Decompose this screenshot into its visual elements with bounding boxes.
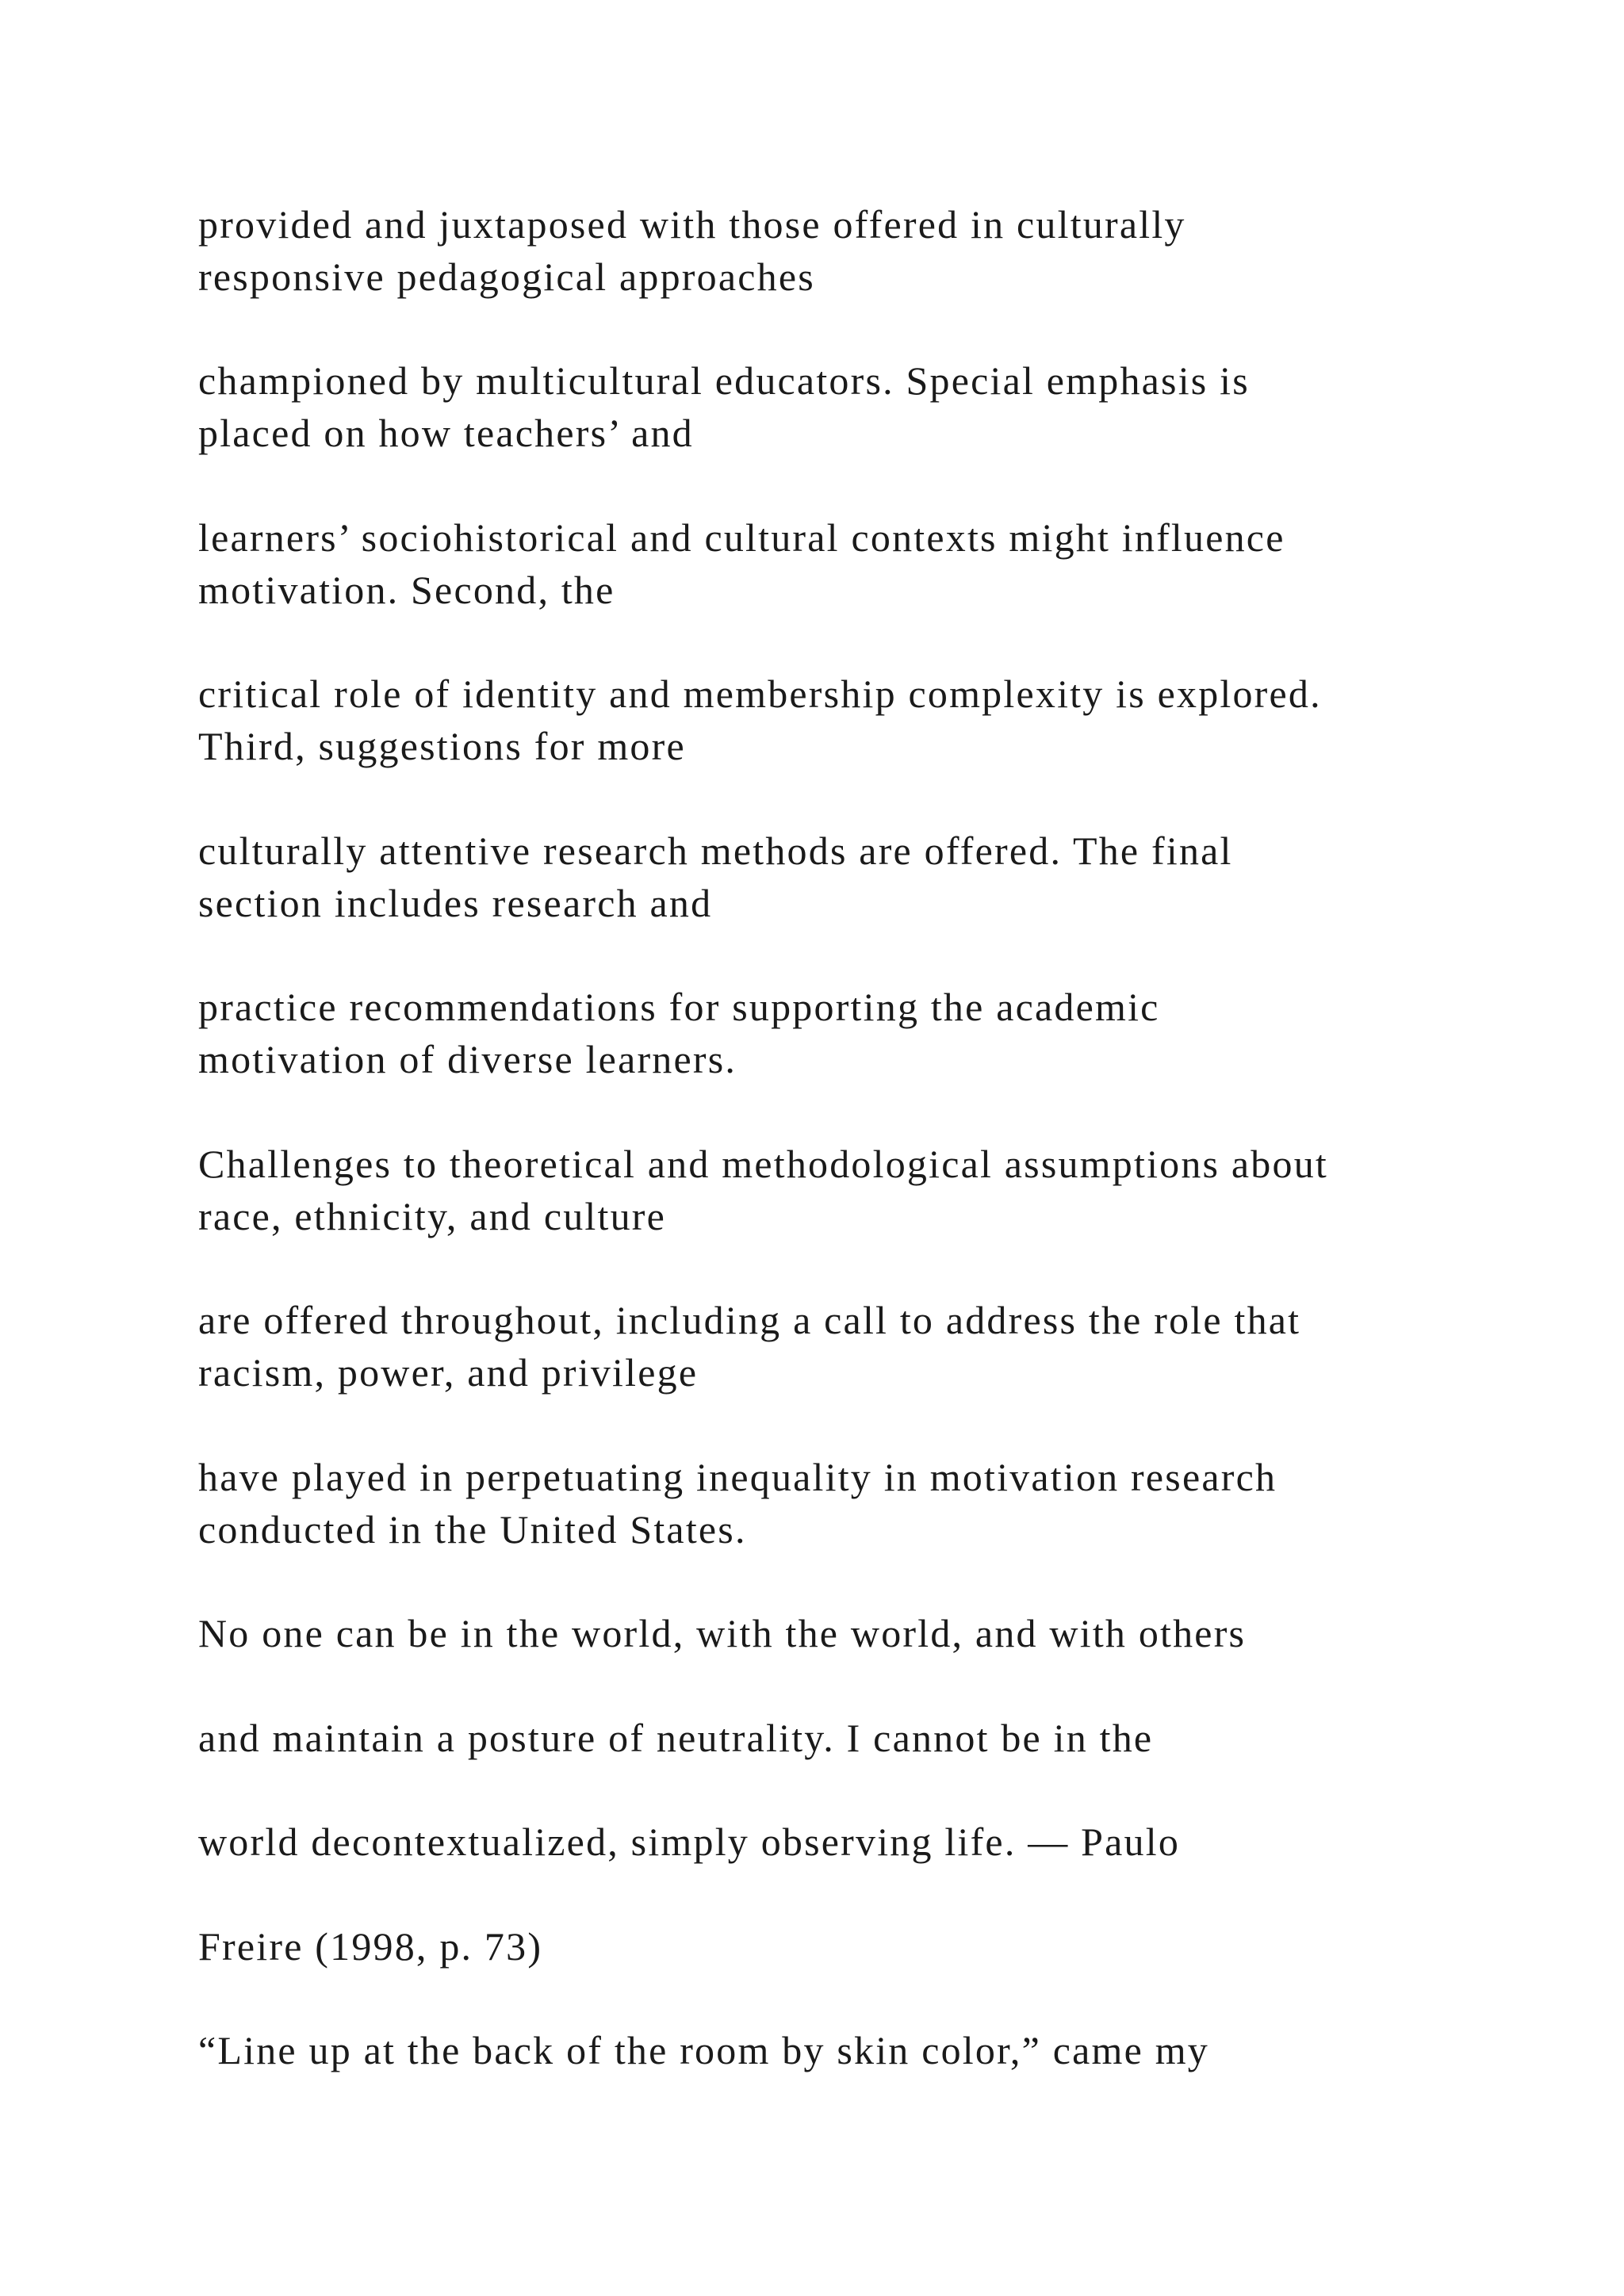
paragraph-11-line-1: and maintain a posture of neutrality. I cannot be in the bbox=[198, 1716, 1154, 1760]
paragraph-5-line-2: section includes research and bbox=[198, 881, 713, 925]
paragraph-13-line-1: Freire (1998, p. 73) bbox=[198, 1924, 543, 1969]
paragraph-1-line-2: responsive pedagogical approaches bbox=[198, 254, 815, 299]
paragraph-14-line-1: “Line up at the back of the room by skin color,” came my bbox=[198, 2028, 1209, 2072]
paragraph-9-line-2: conducted in the United States. bbox=[198, 1507, 747, 1552]
paragraph-9-line-1: have played in perpetuating inequality in motivation research bbox=[198, 1455, 1277, 1499]
paragraph-4-line-1: critical role of identity and membership complexity is explored. bbox=[198, 672, 1322, 716]
paragraph-4-line-2: Third, suggestions for more bbox=[198, 724, 686, 768]
paragraph-6-line-2: motivation of diverse learners. bbox=[198, 1037, 737, 1081]
paragraph-7-line-2: race, ethnicity, and culture bbox=[198, 1194, 667, 1238]
paragraph-12-line-1: world decontextualized, simply observing life. — Paulo bbox=[198, 1820, 1181, 1864]
paragraph-3-line-2: motivation. Second, the bbox=[198, 568, 615, 612]
paragraph-8-line-1: are offered throughout, including a call to address the role that bbox=[198, 1298, 1301, 1342]
paragraph-2-line-1: championed by multicultural educators. Special emphasis is bbox=[198, 358, 1250, 403]
paragraph-3-line-1: learners’ sociohistorical and cultural contexts might influence bbox=[198, 515, 1285, 560]
paragraph-1-line-1: provided and juxtaposed with those offered in culturally bbox=[198, 202, 1186, 247]
paragraph-2-line-2: placed on how teachers’ and bbox=[198, 411, 694, 455]
paragraph-6-line-1: practice recommendations for supporting the academic bbox=[198, 985, 1160, 1029]
paragraph-8-line-2: racism, power, and privilege bbox=[198, 1350, 699, 1395]
paragraph-10-line-1: No one can be in the world, with the world, and with others bbox=[198, 1611, 1247, 1655]
paragraph-7-line-1: Challenges to theoretical and methodological assumptions about bbox=[198, 1142, 1328, 1186]
paragraph-5-line-1: culturally attentive research methods are offered. The final bbox=[198, 828, 1233, 873]
